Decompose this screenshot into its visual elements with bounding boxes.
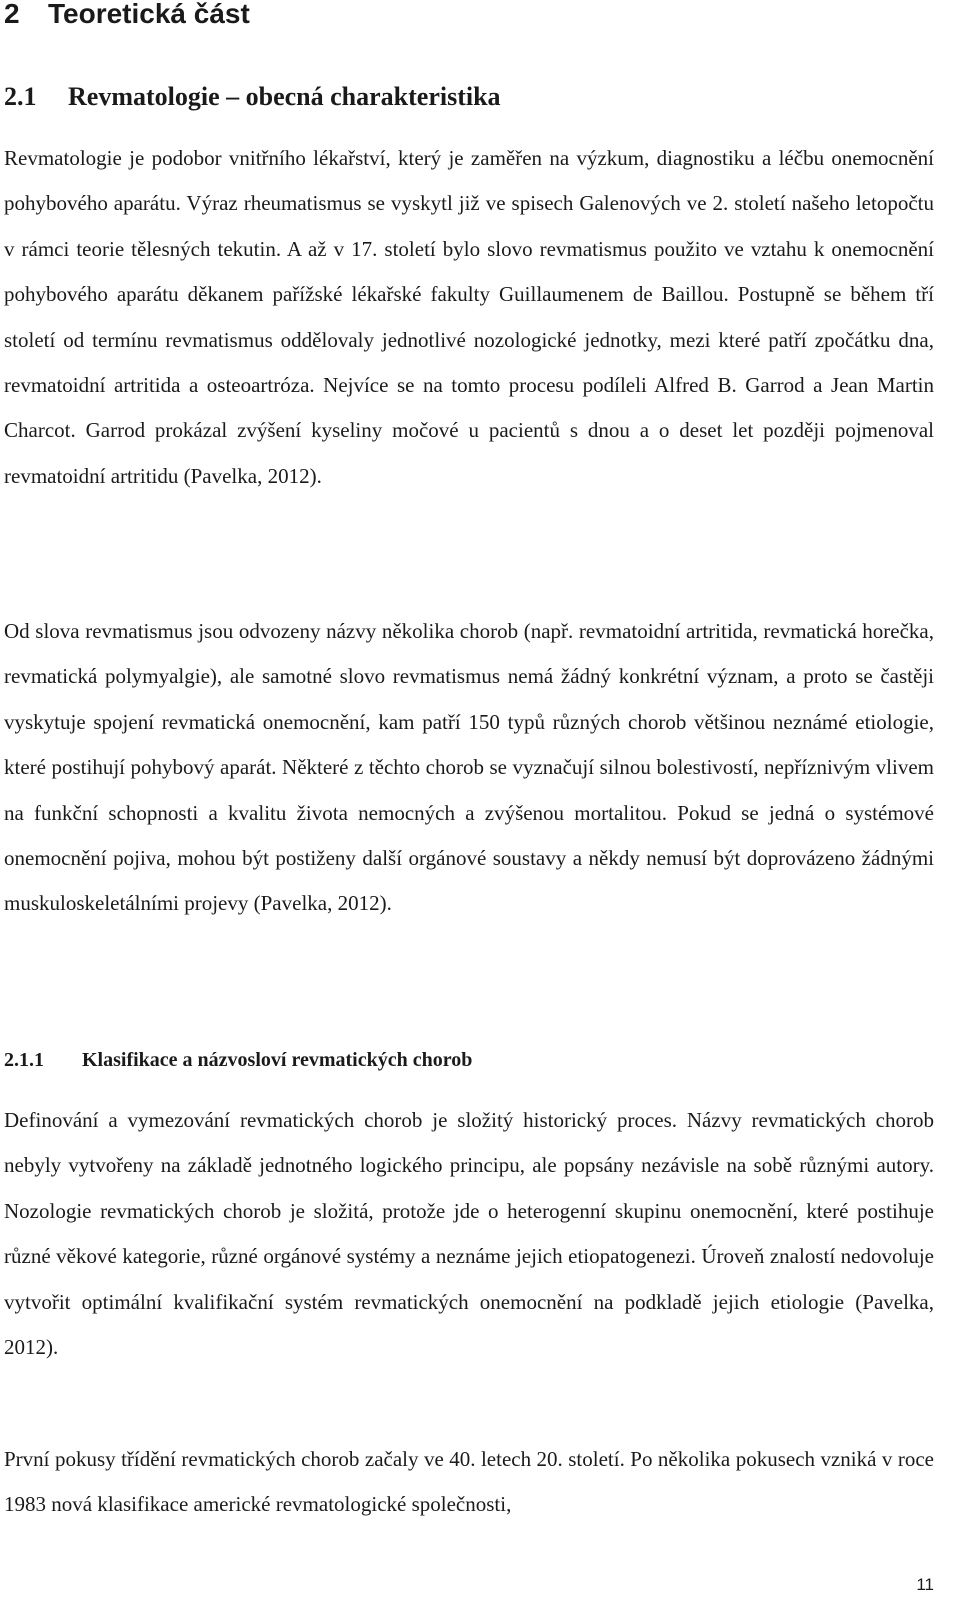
paragraph-rheumatism-terms: Od slova revmatismus jsou odvozeny názvy několika chorob (např. revmatoidní artritida, revmatická horečka, revmatická polymyalgie), ale samotné slovo revmatismus nemá žádný konkrétní význam, a proto se častěji vyskytuje spojení revmatická onemocnění, kam patří 150 typů různých chorob většinou neznámé etiologie, které postihují pohybový aparát. Některé z těchto chorob se vyznačují silnou bolestivostí, nepříznivým vlivem na funkční schopnosti a kvalitu života nemocných a zvýšenou mortalitou. Pokud se jedná o systémové onemocnění pojiva, mohou být postiženy další orgánové soustavy a někdy nemusí být doprovázeno žádnými muskuloskeletálními projevy (Pavelka, 2012). [4,619,934,916]
subsection-heading [4,1050,472,1070]
chapter-heading [4,0,250,28]
section-heading [4,84,501,110]
paragraph-classification: Definování a vymezování revmatických chorob je složitý historický proces. Názvy revmatických chorob nebyly vytvořeny na základě jednotného logického principu, ale popsány nezávisle na sobě různými autory. Nozologie revmatických chorob je složitá, protože jde o heterogenní skupinu onemocnění, které postihuje různé věkové kategorie, různé orgánové systémy a neznáme jejich etiopatogenezi. Úroveň znalostí nedovoluje vytvořit optimální kvalifikační systém revmatických onemocnění na podkladě jejich etiologie (Pavelka, 2012). [4,1108,934,1360]
paragraph-intro: Revmatologie je podobor vnitřního lékařství, který je zaměřen na výzkum, diagnostiku a léčbu onemocnění pohybového aparátu. Výraz rheumatismus se vyskytl již ve spisech Galenových ve 2. století našeho letopočtu v rámci teorie tělesných tekutin. A až v 17. století bylo slovo revmatismus použito ve vztahu k onemocnění pohybového aparátu děkanem pařížské lékařské fakulty Guillaumenem de Baillou. Postupně se během tří století od termínu revmatismus oddělovaly jednotlivé nozologické jednotky, mezi které patří zpočátku dna, revmatoidní artritida a osteoartróza. Nejvíce se na tomto procesu podíleli Alfred B. Garrod a Jean Martin Charcot. Garrod prokázal zvýšení kyseliny močové u pacientů s dnou a o deset let později pojmenoval revmatoidní artritidu (Pavelka, 2012). [4,146,934,488]
paragraph-first-attempts: První pokusy třídění revmatických chorob začaly ve 40. letech 20. století. Po několika pokusech vzniká v roce 1983 nová klasifikace americké revmatologické společnosti, [4,1447,934,1517]
section-number: 2.1 [4,82,37,111]
page-number: 11 [916,1575,934,1594]
section-title: Revmatologie – obecná charakteristika [68,82,501,111]
chapter-number: 2 [4,0,20,29]
chapter-title: Teoretická část [48,0,250,29]
subsection-number: 2.1.1 [4,1049,44,1071]
subsection-title: Klasifikace a názvosloví revmatických chorob [82,1049,473,1071]
